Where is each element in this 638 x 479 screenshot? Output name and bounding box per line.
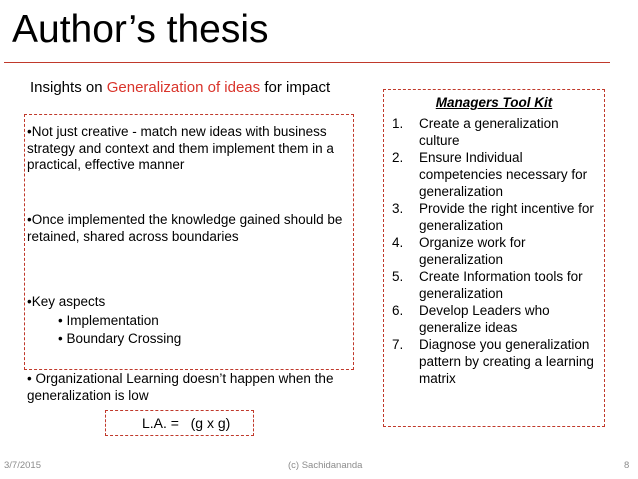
toolkit-item-number: 2. — [392, 150, 404, 165]
toolkit-item — [392, 336, 602, 387]
toolkit-item — [392, 115, 602, 149]
key-aspect-boundary-crossing: • Boundary Crossing — [58, 331, 182, 346]
toolkit-item-number: 7. — [392, 337, 404, 352]
toolkit-title: Managers Tool Kit — [435, 95, 553, 110]
insight-creative: •Not just creative - match new ideas with business strategy and context and them implement them in a practical, effective manner — [27, 124, 334, 172]
toolkit-item-text: Create a generalization culture — [419, 116, 559, 148]
toolkit-item-number: 4. — [392, 235, 404, 250]
toolkit-item-text: Create Information tools for generalization — [419, 269, 583, 301]
slide-title: Author’s thesis — [12, 8, 269, 51]
toolkit-item-text: Develop Leaders who generalize ideas — [419, 303, 550, 335]
toolkit-item-text: Ensure Individual competencies necessary for generalization — [419, 150, 588, 199]
footer-date: 3/7/2015 — [4, 460, 41, 471]
footer-author: (c) Sachidananda — [288, 460, 363, 471]
subtitle-prefix: Insights on — [30, 79, 107, 96]
toolkit-item-number: 3. — [392, 201, 404, 216]
formula-label: L.A. = — [142, 415, 179, 431]
toolkit-item-text: Diagnose you generalization pattern by creating a learning matrix — [419, 337, 594, 386]
subtitle-suffix: for impact — [260, 79, 331, 96]
toolkit-item — [392, 302, 602, 336]
toolkit-item — [392, 268, 602, 302]
toolkit-list — [392, 115, 602, 387]
toolkit-item-text: Provide the right incentive for generalization — [419, 201, 594, 233]
toolkit-item-number: 5. — [392, 269, 404, 284]
insight-retained: •Once implemented the knowledge gained should be retained, shared across boundaries — [27, 212, 343, 244]
title-underline — [4, 62, 610, 63]
toolkit-item — [392, 234, 602, 268]
toolkit-item-text: Organize work for generalization — [419, 235, 526, 267]
subtitle — [30, 79, 330, 97]
formula-expression: (g x g) — [190, 415, 231, 431]
toolkit-item-number: 1. — [392, 116, 404, 131]
key-aspect-implementation: • Implementation — [58, 313, 159, 328]
toolkit-item-number: 6. — [392, 303, 404, 318]
toolkit-item — [392, 149, 602, 200]
formula-box — [105, 410, 254, 436]
toolkit-item — [392, 200, 602, 234]
insight-organizational-learning: • Organizational Learning doesn’t happen when the generalization is low — [27, 371, 334, 403]
subtitle-highlight: Generalization of ideas — [106, 79, 261, 96]
footer-page-number: 8 — [624, 460, 630, 471]
insight-key-aspects: •Key aspects — [27, 294, 106, 309]
